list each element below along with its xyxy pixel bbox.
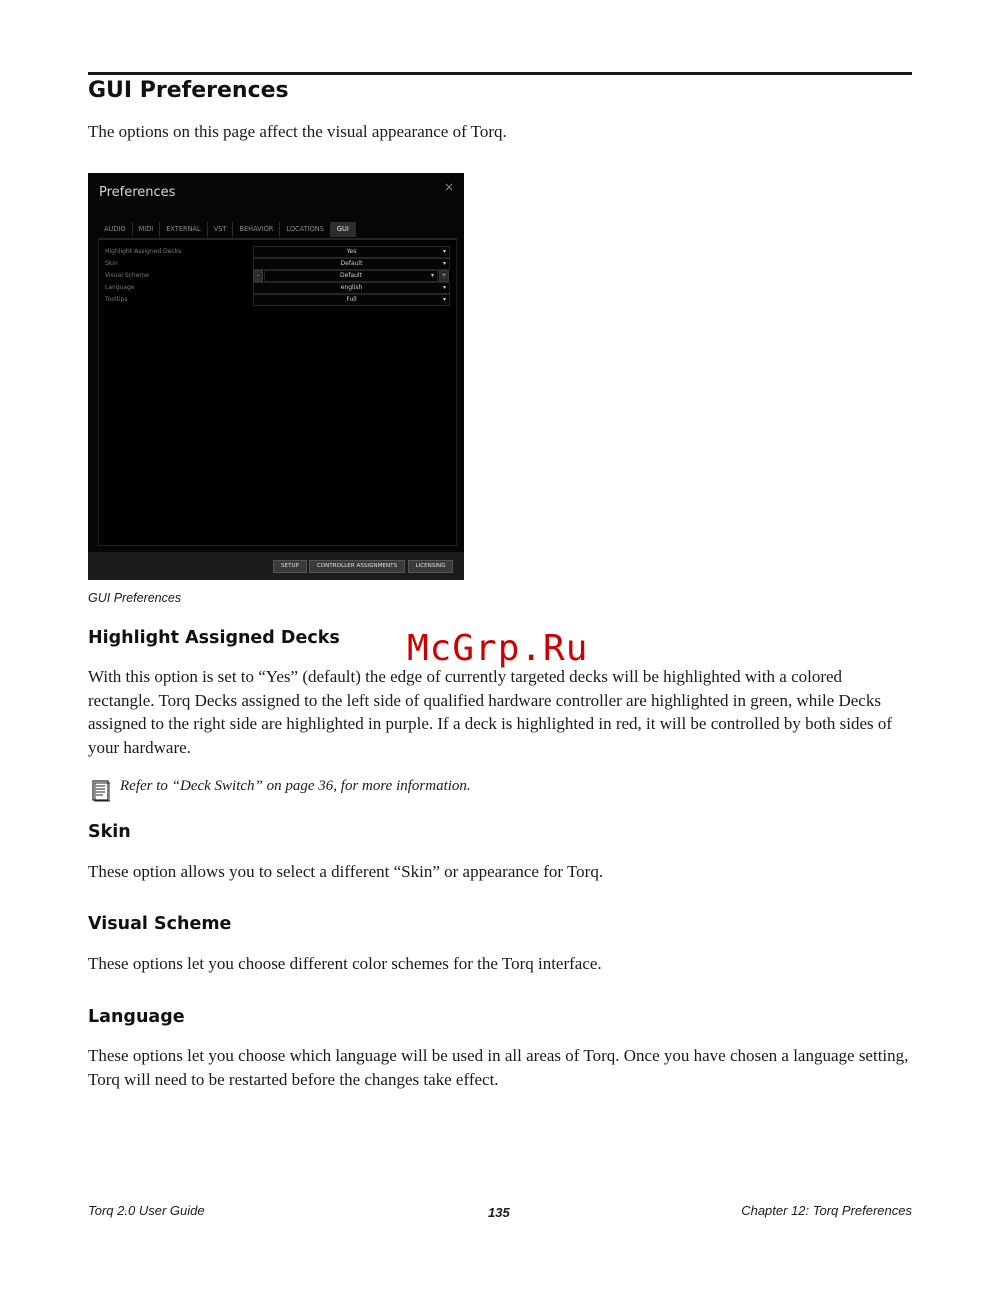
- chevron-down-icon: ▾: [442, 260, 446, 267]
- setting-row-highlight: [105, 246, 449, 257]
- dropdown-value: Default: [340, 260, 363, 267]
- tooltips-dropdown[interactable]: [253, 294, 450, 306]
- section-heading-visual-scheme: Visual Scheme: [88, 914, 232, 934]
- chevron-down-icon: ▾: [442, 284, 446, 291]
- setting-label: Skin: [105, 260, 118, 267]
- controller-assignments-button[interactable]: CONTROLLER ASSIGNMENTS: [309, 560, 405, 573]
- dropdown-value: Yes: [346, 248, 357, 255]
- page-title: GUI Preferences: [88, 78, 289, 103]
- dropdown-value: english: [340, 284, 363, 291]
- tab-midi[interactable]: MIDI: [133, 222, 161, 237]
- footer-chapter: Chapter 12: Torq Preferences: [741, 1203, 912, 1218]
- skin-paragraph: These option allows you to select a different “Skin” or appearance for Torq.: [88, 862, 604, 881]
- visual-scheme-dropdown[interactable]: [264, 270, 438, 282]
- note-icon: [92, 780, 110, 802]
- figure-caption: GUI Preferences: [88, 591, 182, 605]
- intro-paragraph: The options on this page affect the visual appearance of Torq.: [88, 122, 507, 141]
- setting-row-tooltips: [105, 294, 449, 305]
- dropdown-value: Default: [340, 272, 362, 279]
- tab-gui[interactable]: GUI: [331, 222, 356, 237]
- setting-label: Language: [105, 284, 135, 291]
- top-rule: [88, 72, 912, 75]
- scheme-remove-button[interactable]: -: [253, 270, 263, 282]
- footer-guide-title: Torq 2.0 User Guide: [88, 1203, 205, 1218]
- note-text: Refer to “Deck Switch” on page 36, for more information.: [120, 778, 471, 794]
- highlight-paragraph: With this option is set to “Yes” (default) the edge of currently targeted decks will be highlighted with a colored rectangle. Torq Decks assigned to the left side of qualified hardware controller are highlighted in green, while Decks assigned to the right side are highlighted in purple. If a deck is highlighted in red, it will be controlled by both sides of your hardware.: [88, 667, 893, 757]
- tab-audio[interactable]: AUDIO: [98, 222, 133, 237]
- preferences-tabs: [98, 222, 356, 237]
- skin-dropdown[interactable]: [253, 258, 450, 270]
- tab-vst[interactable]: VST: [208, 222, 234, 237]
- dialog-button-bar: [88, 552, 464, 580]
- window-title: Preferences: [99, 185, 176, 200]
- close-icon[interactable]: ×: [443, 180, 454, 194]
- tab-locations[interactable]: LOCATIONS: [280, 222, 331, 237]
- language-paragraph: These options let you choose which language will be used in all areas of Torq. Once you have chosen a language setting, Torq will need to be restarted before the changes take effect.: [88, 1046, 909, 1089]
- chevron-down-icon: ▾: [442, 296, 446, 303]
- gui-settings-panel: [98, 238, 457, 546]
- dropdown-value: Full: [346, 296, 357, 303]
- watermark-logo: McGrp.Ru: [407, 628, 589, 669]
- chevron-down-icon: ▾: [442, 248, 446, 255]
- chevron-down-icon: ▾: [430, 272, 434, 279]
- section-heading-skin: Skin: [88, 822, 131, 842]
- section-heading-highlight: Highlight Assigned Decks: [88, 628, 340, 648]
- setting-row-language: [105, 282, 449, 293]
- tab-external[interactable]: EXTERNAL: [160, 222, 207, 237]
- language-dropdown[interactable]: [253, 282, 450, 294]
- tab-behavior[interactable]: BEHAVIOR: [233, 222, 280, 237]
- setting-label: Tooltips: [105, 296, 128, 303]
- visual-scheme-paragraph: These options let you choose different color schemes for the Torq interface.: [88, 954, 602, 973]
- setup-button[interactable]: SETUP: [273, 560, 307, 573]
- setting-row-visual-scheme: [105, 270, 449, 281]
- scheme-add-button[interactable]: +: [439, 270, 449, 282]
- licensing-button[interactable]: LICENSING: [408, 560, 453, 573]
- setting-row-skin: [105, 258, 449, 269]
- setting-label: Highlight Assigned Decks: [105, 248, 182, 255]
- section-heading-language: Language: [88, 1007, 185, 1027]
- page-number: 135: [488, 1205, 510, 1220]
- highlight-dropdown[interactable]: [253, 246, 450, 258]
- setting-label: Visual Scheme: [105, 272, 149, 279]
- preferences-window-screenshot: [88, 173, 464, 580]
